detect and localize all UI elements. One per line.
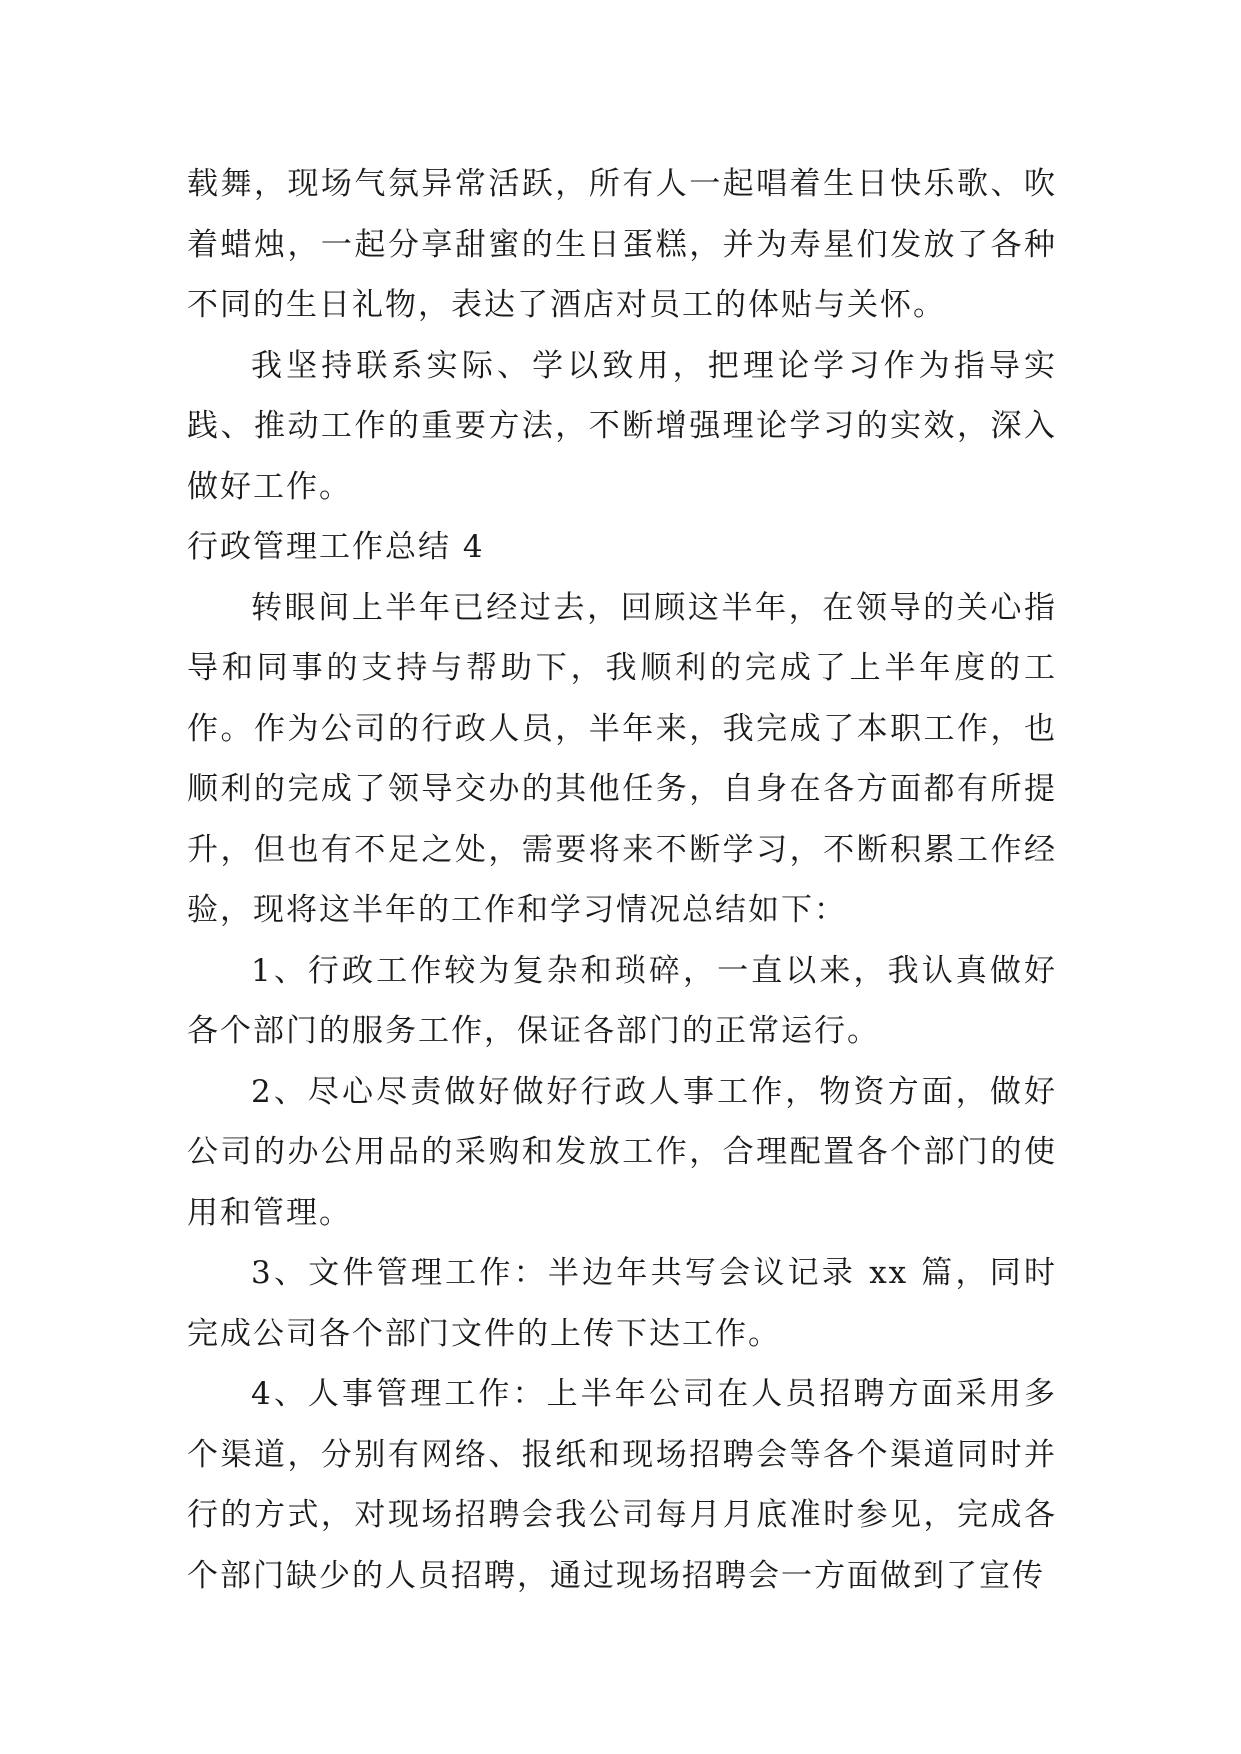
section-heading: 行政管理工作总结 4	[187, 529, 485, 565]
document-body	[187, 154, 1057, 1606]
paragraph-intro: 转眼间上半年已经过去，回顾这半年，在领导的关心指导和同事的支持与帮助下，我顺利的完成了上半年度的工作。作为公司的行政人员，半年来，我完成了本职工作，也顺利的完成了领导交办的其他任务，自身在各方面都有所提升，但也有不足之处，需要将来不断学习，不断积累工作经验，现将这半年的工作和学习情况总结如下：	[187, 589, 1057, 928]
paragraph-theory-study: 我坚持联系实际、学以致用，把理论学习作为指导实践、推动工作的重要方法，不断增强理论学习的实效，深入做好工作。	[187, 347, 1057, 505]
paragraph-item-4: 4、人事管理工作：上半年公司在人员招聘方面采用多个渠道，分别有网络、报纸和现场招聘会等各个渠道同时并行的方式，对现场招聘会我公司每月月底准时参见，完成各个部门缺少的人员招聘，通过现场招聘会一方面做到了宣传	[187, 1376, 1057, 1594]
paragraph-item-1: 1、行政工作较为复杂和琐碎，一直以来，我认真做好各个部门的服务工作，保证各部门的正常运行。	[187, 952, 1057, 1049]
paragraph-item-3: 3、文件管理工作：半边年共写会议记录 xx 篇，同时完成公司各个部门文件的上传下达工作。	[187, 1255, 1057, 1352]
paragraph-item-2: 2、尽心尽责做好做好行政人事工作，物资方面，做好公司的办公用品的采购和发放工作，合理配置各个部门的使用和管理。	[187, 1073, 1057, 1231]
paragraph-birthday-party: 载舞，现场气氛异常活跃，所有人一起唱着生日快乐歌、吹着蜡烛，一起分享甜蜜的生日蛋糕，并为寿星们发放了各种不同的生日礼物，表达了酒店对员工的体贴与关怀。	[187, 166, 1057, 323]
